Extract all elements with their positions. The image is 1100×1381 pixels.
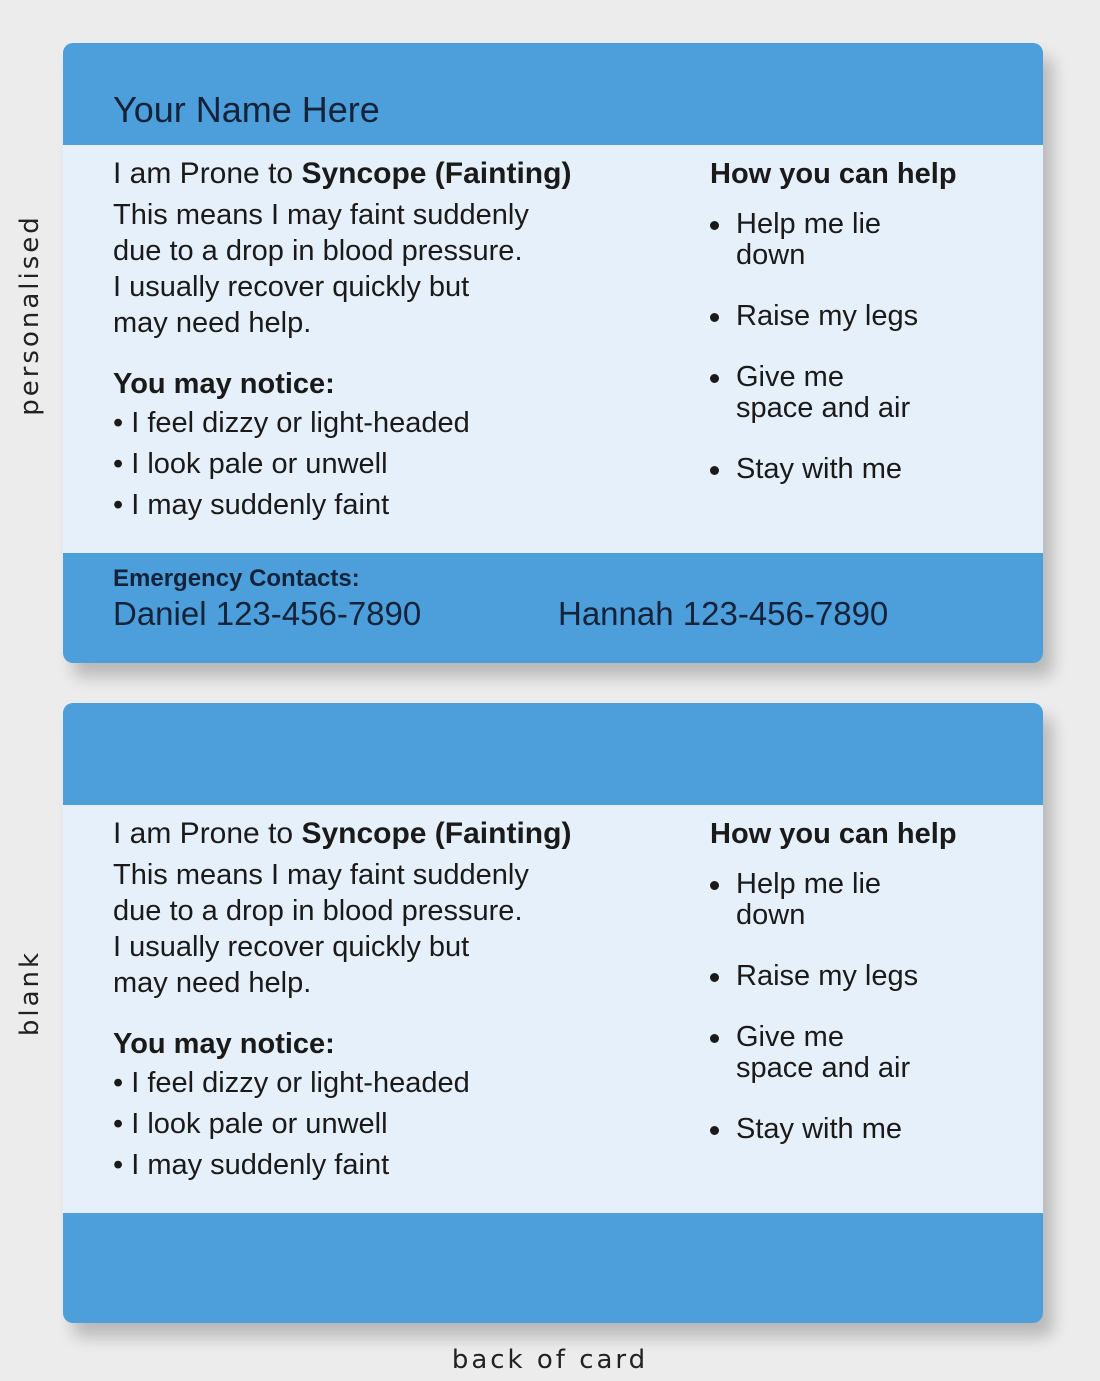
symptom-item: • I feel dizzy or light-headed bbox=[113, 407, 470, 439]
emergency-contacts-band bbox=[63, 553, 1043, 663]
help-item-line: Raise my legs bbox=[736, 960, 919, 992]
emergency-contacts-band bbox=[63, 1213, 1043, 1323]
help-section bbox=[710, 815, 1030, 1175]
description-line: I usually recover quickly but bbox=[113, 931, 470, 963]
emergency-contacts-title: Emergency Contacts: bbox=[113, 565, 360, 592]
description-line: due to a drop in blood pressure. bbox=[113, 895, 523, 927]
notice-title: You may notice: bbox=[113, 368, 335, 400]
label-back-of-card: back of card bbox=[451, 1345, 649, 1375]
description-line: may need help. bbox=[113, 307, 312, 339]
card-top-band bbox=[63, 703, 1043, 805]
help-item-line: Help me lie bbox=[736, 208, 882, 240]
headline-condition: Syncope (Fainting) bbox=[301, 817, 572, 850]
condition-headline bbox=[113, 155, 673, 193]
description-line: This means I may faint suddenly bbox=[113, 859, 529, 891]
headline-condition: Syncope (Fainting) bbox=[301, 157, 572, 190]
emergency-contact: Hannah 123-456-7890 bbox=[558, 595, 889, 632]
label-personalised: personalised bbox=[15, 214, 45, 416]
headline-prefix: I am Prone to bbox=[113, 157, 302, 190]
symptom-item: • I feel dizzy or light-headed bbox=[113, 1067, 470, 1099]
help-item-line: Give me bbox=[736, 1021, 844, 1053]
condition-description bbox=[113, 197, 673, 341]
help-item-line: Stay with me bbox=[736, 453, 902, 485]
help-item-line: Help me lie bbox=[736, 868, 882, 900]
help-item bbox=[710, 362, 1030, 424]
help-list bbox=[710, 209, 1030, 485]
help-item-line: space and air bbox=[736, 392, 911, 424]
help-title: How you can help bbox=[710, 818, 957, 850]
help-item bbox=[710, 209, 1030, 271]
help-item bbox=[710, 1022, 1030, 1084]
card-personalised bbox=[63, 43, 1043, 663]
help-item-line: Raise my legs bbox=[736, 300, 919, 332]
description-line: I usually recover quickly but bbox=[113, 271, 470, 303]
help-title: How you can help bbox=[710, 158, 957, 190]
help-item bbox=[710, 869, 1030, 931]
symptom-item: • I may suddenly faint bbox=[113, 1149, 390, 1181]
condition-info bbox=[113, 815, 673, 1186]
description-line: This means I may faint suddenly bbox=[113, 199, 529, 231]
condition-description bbox=[113, 857, 673, 1001]
symptom-list bbox=[113, 1063, 673, 1186]
condition-headline bbox=[113, 815, 673, 853]
emergency-contact: Daniel 123-456-7890 bbox=[113, 595, 422, 632]
symptom-item: • I may suddenly faint bbox=[113, 489, 390, 521]
symptom-list bbox=[113, 403, 673, 526]
help-item-line: space and air bbox=[736, 1052, 911, 1084]
headline-prefix: I am Prone to bbox=[113, 817, 302, 850]
help-item bbox=[710, 1114, 1030, 1145]
card-top-band bbox=[63, 43, 1043, 145]
help-item-line: Give me bbox=[736, 361, 844, 393]
help-item bbox=[710, 454, 1030, 485]
symptom-item: • I look pale or unwell bbox=[113, 1108, 388, 1140]
help-item bbox=[710, 301, 1030, 332]
help-item-line: Stay with me bbox=[736, 1113, 902, 1145]
help-list bbox=[710, 869, 1030, 1145]
label-blank: blank bbox=[15, 949, 45, 1037]
help-item-line: down bbox=[736, 899, 806, 931]
condition-info bbox=[113, 155, 673, 526]
symptom-item: • I look pale or unwell bbox=[113, 448, 388, 480]
description-line: may need help. bbox=[113, 967, 312, 999]
description-line: due to a drop in blood pressure. bbox=[113, 235, 523, 267]
card-holder-name: Your Name Here bbox=[113, 89, 380, 130]
notice-title: You may notice: bbox=[113, 1028, 335, 1060]
help-item-line: down bbox=[736, 239, 806, 271]
help-item bbox=[710, 961, 1030, 992]
card-blank bbox=[63, 703, 1043, 1323]
help-section bbox=[710, 155, 1030, 515]
